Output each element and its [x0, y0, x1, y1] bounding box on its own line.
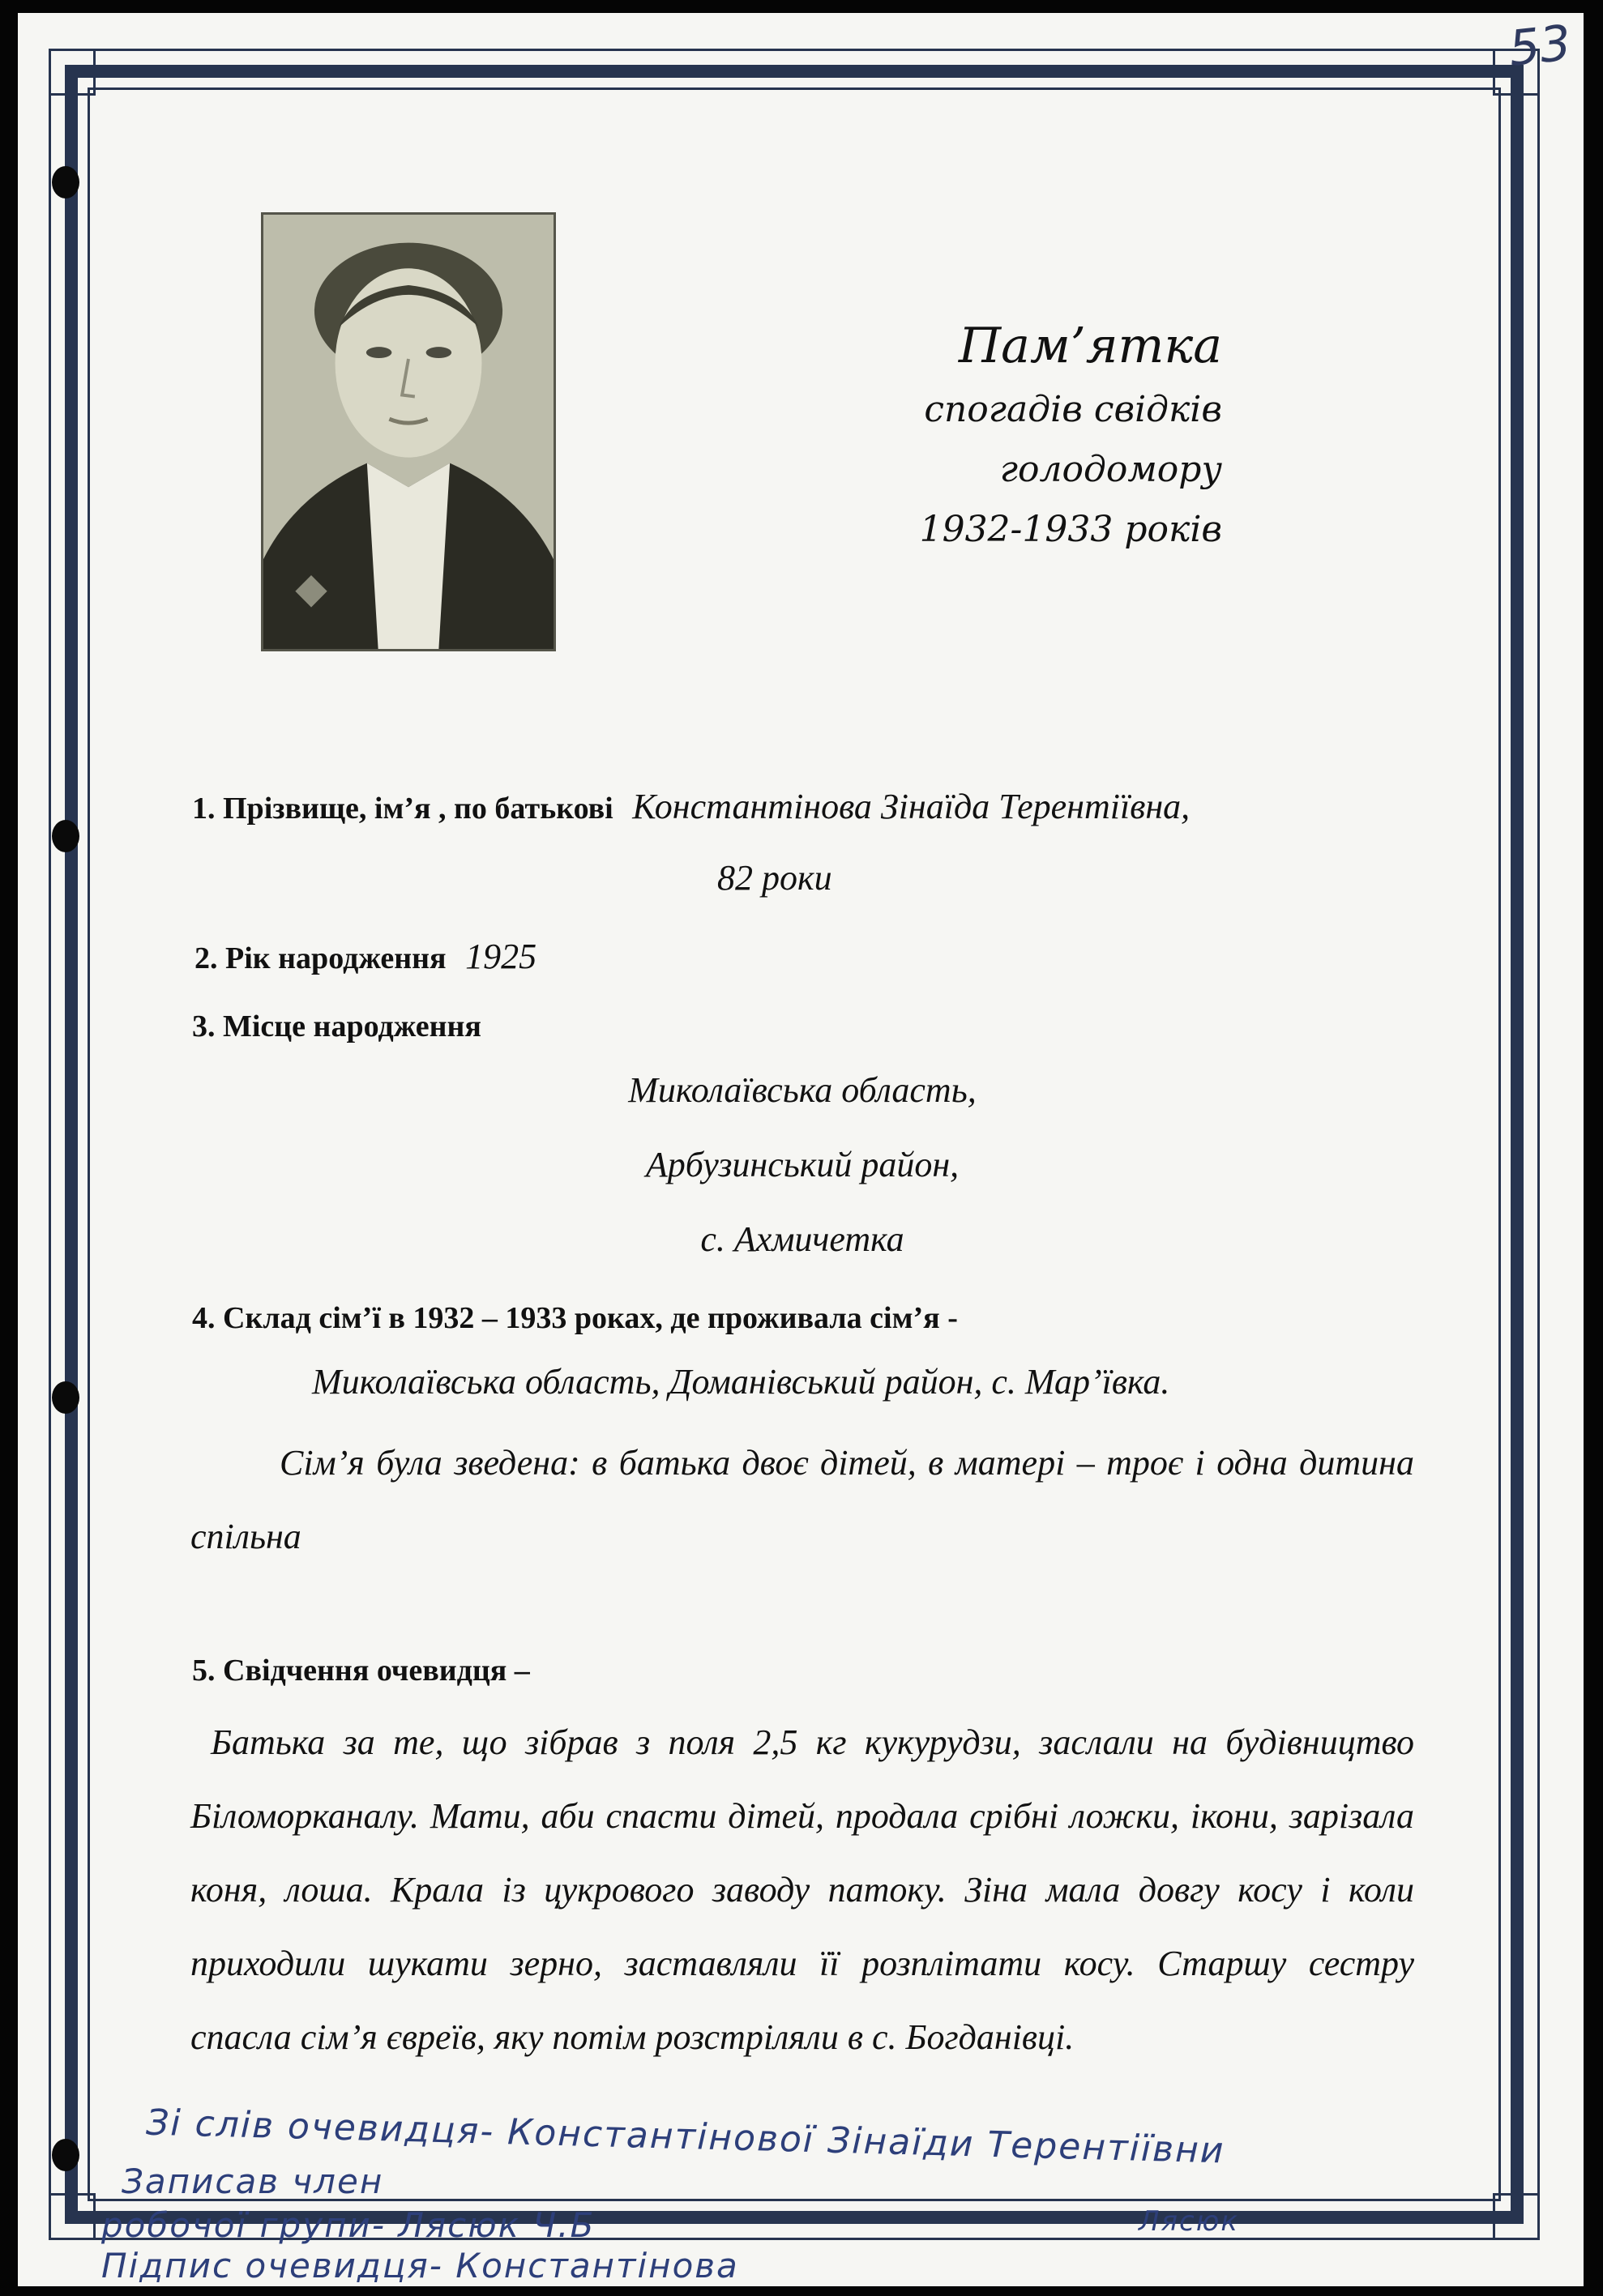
handwritten-line-4: Підпис очевидця- Константінова: [101, 2246, 739, 2285]
title-line-1: Пам’ятка: [958, 318, 1222, 374]
page-number: 53: [1506, 15, 1574, 78]
birthplace-line-3: с. Ахмичетка: [700, 1219, 904, 1259]
frame-corner-bottom-right: [1493, 2193, 1540, 2240]
handwritten-line-2: Записав член: [122, 2162, 384, 2201]
field-name-cont: [717, 857, 832, 898]
binder-hole-4: [52, 2139, 79, 2171]
frame-corner-top-left: [49, 49, 96, 96]
family-composition: Сім’я була зведена: в батька двоє дітей, в матері – троє і одна дитина спільна: [190, 1443, 1414, 1556]
field-testimony-label: 5. Свідчення очевидця –: [192, 1654, 530, 1688]
binder-hole-3: [52, 1381, 79, 1414]
binder-hole-1: [52, 166, 79, 198]
field-birth-year-label: 2. Рік народження: [194, 941, 447, 975]
title-line-4: 1932-1933 років: [919, 509, 1222, 550]
handwritten-line-1: Зі слів очевидця- Константінової Зінаїди Терентіївни: [145, 2102, 1226, 2172]
field-family-label: 4. Склад сім’ї в 1932 – 1933 роках, де проживала сім’я -: [192, 1301, 958, 1335]
testimony-text: Батька за те, що зібрав з поля 2,5 кг кукурудзи, заслали на будівництво Біломорканалу. Мати, аби спасти дітей, продала срібні ложки, ікони, зарізала коня, лоша. Крала із цукрового заводу патоку. Зіна мала довгу косу і коли приходили шукати зерно, заставляли її розплітати косу. Старшу сестру спасла сім’я євреїв, яку потім розстріляли в с. Богданівці.: [190, 1722, 1414, 2057]
field-name-age: 82 роки: [717, 858, 832, 898]
field-birth-year-value: 1925: [465, 937, 537, 976]
field-name-label: 1. Прізвище, ім’я , по батькові: [192, 792, 613, 826]
title-line-3: голодомору: [999, 449, 1222, 490]
binder-hole-2: [52, 820, 79, 852]
handwritten-line-3: робочої групи- Лясюк Ч.Б: [101, 2205, 596, 2245]
title-block: [920, 312, 1222, 560]
family-place-value: Миколаївська область, Доманівський район, с. Мар’ївка.: [312, 1362, 1170, 1402]
birthplace-lines: [190, 1069, 1414, 1312]
field-birthplace-label: 3. Місце народження: [192, 1009, 481, 1043]
family-place: [312, 1361, 1169, 1402]
field-testimony: [192, 1653, 530, 1688]
handwritten-signature: Лясюк: [1139, 2205, 1239, 2238]
field-birth-year: [194, 936, 536, 977]
field-family: [192, 1300, 958, 1336]
field-name: [192, 786, 1190, 827]
portrait-photo: [261, 212, 556, 651]
field-birthplace: [192, 1009, 481, 1044]
birthplace-line-1: Миколаївська область,: [628, 1070, 977, 1110]
field-name-value: Константінова Зінаїда Терентіївна,: [632, 787, 1190, 826]
frame-corner-bottom-left: [49, 2193, 96, 2240]
title-line-2: спогадів свідків: [924, 389, 1222, 430]
birthplace-line-2: Арбузинський район,: [645, 1145, 960, 1184]
